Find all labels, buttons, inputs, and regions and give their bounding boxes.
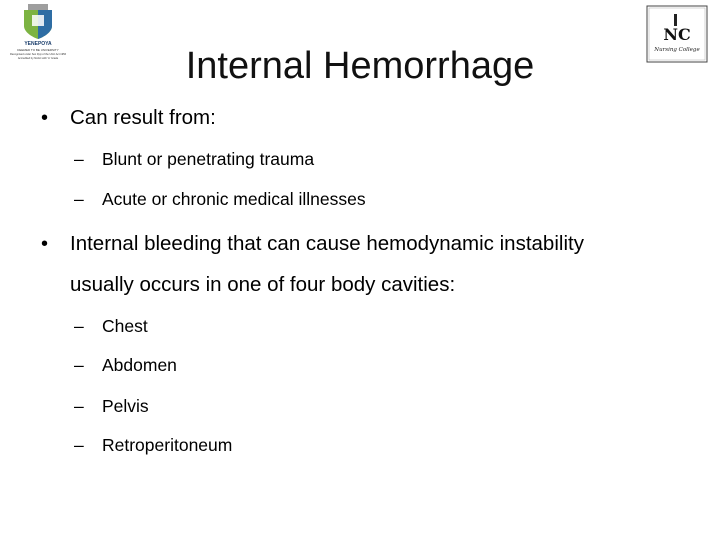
logo-left-line1: DEEMED TO BE UNIVERSITY <box>17 48 59 52</box>
bullet-text-line2: usually occurs in one of four body cavities: <box>70 273 456 296</box>
logo-left-name: YENEPOYA <box>24 41 52 47</box>
bullet-text-line1: Internal bleeding that can cause hemodynamic instability <box>70 232 584 255</box>
logo-right-name: Nursing College <box>654 47 700 53</box>
bullet-icon: • <box>41 233 49 255</box>
dash-icon: – <box>74 149 84 169</box>
dash-icon: – <box>74 435 84 455</box>
subitem-text: Abdomen <box>102 355 177 375</box>
subitem-text: Pelvis <box>102 396 149 416</box>
dash-icon: – <box>74 316 84 336</box>
dash-icon: – <box>74 189 84 209</box>
dash-icon: – <box>74 396 84 416</box>
slide-title: Internal Hemorrhage <box>185 45 535 87</box>
subitem-text: Retroperitoneum <box>102 435 233 455</box>
subitem-text: Acute or chronic medical illnesses <box>102 189 366 209</box>
dash-icon: – <box>74 355 84 375</box>
logo-right-mark: NC <box>663 25 691 44</box>
bullet-icon: • <box>41 107 49 129</box>
logo-left-line2: Recognised under Sec 3(a) of the UGC Act 1956 <box>9 53 67 56</box>
subitem-text: Blunt or penetrating trauma <box>102 149 315 169</box>
bullet-text: Can result from: <box>70 106 216 129</box>
logo-left-line3: Accredited by NAAC with 'A' Grade <box>17 57 59 60</box>
subitem-text: Chest <box>102 316 148 336</box>
